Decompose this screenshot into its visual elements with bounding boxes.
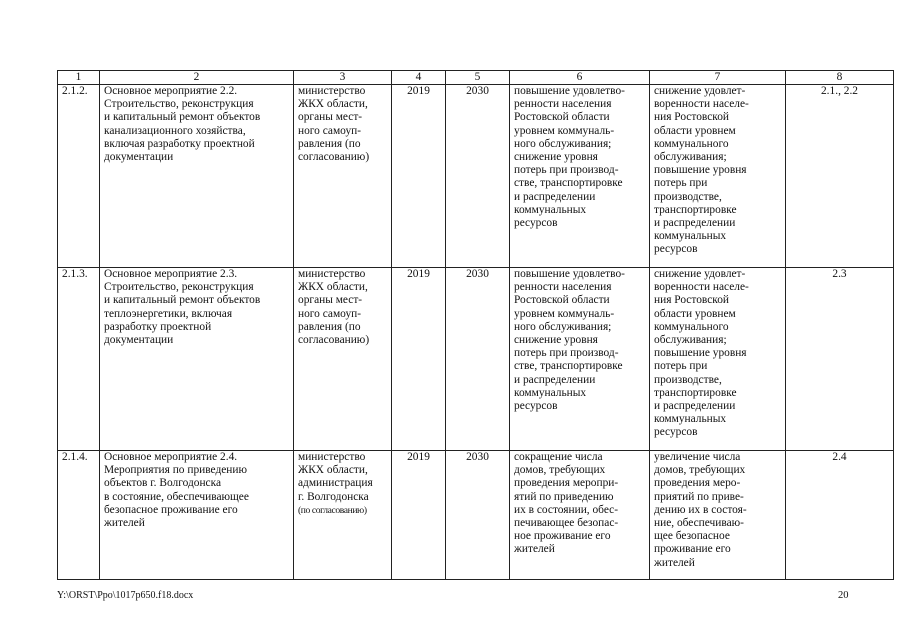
- start-year: 2019: [392, 268, 446, 451]
- executor: министерство ЖКХ области, органы мест- ного самоуп- равления (по согласованию): [294, 268, 392, 451]
- expected-result: сокращение числа домов, требующих проведения меропри- ятий по приведению их в состоянии, обес- печивающее безопас- ное проживание его жителей: [510, 451, 650, 580]
- table-row: [58, 85, 894, 268]
- header-cell: 4: [392, 71, 446, 85]
- header-cell: 1: [58, 71, 100, 85]
- start-year: 2019: [392, 85, 446, 268]
- header-cell: 2: [100, 71, 294, 85]
- table-row: [58, 268, 894, 451]
- measures-table: [57, 70, 894, 580]
- measure-name: Основное мероприятие 2.4. Мероприятия по приведению объектов г. Волгодонска в состояние, обеспечивающее безопасное проживание его жителей: [100, 451, 294, 580]
- page-number: 20: [838, 590, 849, 601]
- row-number: 2.1.4.: [58, 451, 100, 580]
- indicator-link: 2.1., 2.2: [786, 85, 894, 268]
- non-implementation-consequence: снижение удовлет- воренности населе- ния Ростовской области уровнем коммунального обслуживания; повышение уровня потерь при производстве, транспортировке и распределении коммунальных ресурсов: [650, 268, 786, 451]
- start-year: 2019: [392, 451, 446, 580]
- non-implementation-consequence: увеличение числа домов, требующих проведения меро- приятий по приве- дению их в состоя- ние, обеспечиваю- щее безопасное проживание его жителей: [650, 451, 786, 580]
- end-year: 2030: [446, 451, 510, 580]
- row-number: 2.1.3.: [58, 268, 100, 451]
- header-cell: 5: [446, 71, 510, 85]
- executor: министерство ЖКХ области, органы мест- ного самоуп- равления (по согласованию): [294, 85, 392, 268]
- header-row: [58, 71, 894, 85]
- indicator-link: 2.3: [786, 268, 894, 451]
- indicator-link: 2.4: [786, 451, 894, 580]
- end-year: 2030: [446, 268, 510, 451]
- measure-name: Основное мероприятие 2.2. Строительство, реконструкция и капитальный ремонт объектов канализационного хозяйства, включая разработку проектной документации: [100, 85, 294, 268]
- header-cell: 6: [510, 71, 650, 85]
- row-number: 2.1.2.: [58, 85, 100, 268]
- executor: министерство ЖКХ области, администрация г. Волгодонска (по согласованию): [294, 451, 392, 580]
- table-row: [58, 451, 894, 580]
- measure-name: Основное мероприятие 2.3. Строительство, реконструкция и капитальный ремонт объектов теплоэнергетики, включая разработку проектной документации: [100, 268, 294, 451]
- expected-result: повышение удовлетво- ренности населения Ростовской области уровнем коммуналь- ного обслуживания; снижение уровня потерь при производ- стве, транспортировке и распределении коммунальных ресурсов: [510, 85, 650, 268]
- expected-result: повышение удовлетво- ренности населения Ростовской области уровнем коммуналь- ного обслуживания; снижение уровня потерь при производ- стве, транспортировке и распределении коммунальных ресурсов: [510, 268, 650, 451]
- document-path: Y:\ORST\Ppo\1017p650.f18.docx: [57, 590, 194, 601]
- end-year: 2030: [446, 85, 510, 268]
- header-cell: 7: [650, 71, 786, 85]
- non-implementation-consequence: снижение удовлет- воренности населе- ния Ростовской области уровнем коммунального обслуживания; повышение уровня потерь при производстве, транспортировке и распределении коммунальных ресурсов: [650, 85, 786, 268]
- header-cell: 3: [294, 71, 392, 85]
- header-cell: 8: [786, 71, 894, 85]
